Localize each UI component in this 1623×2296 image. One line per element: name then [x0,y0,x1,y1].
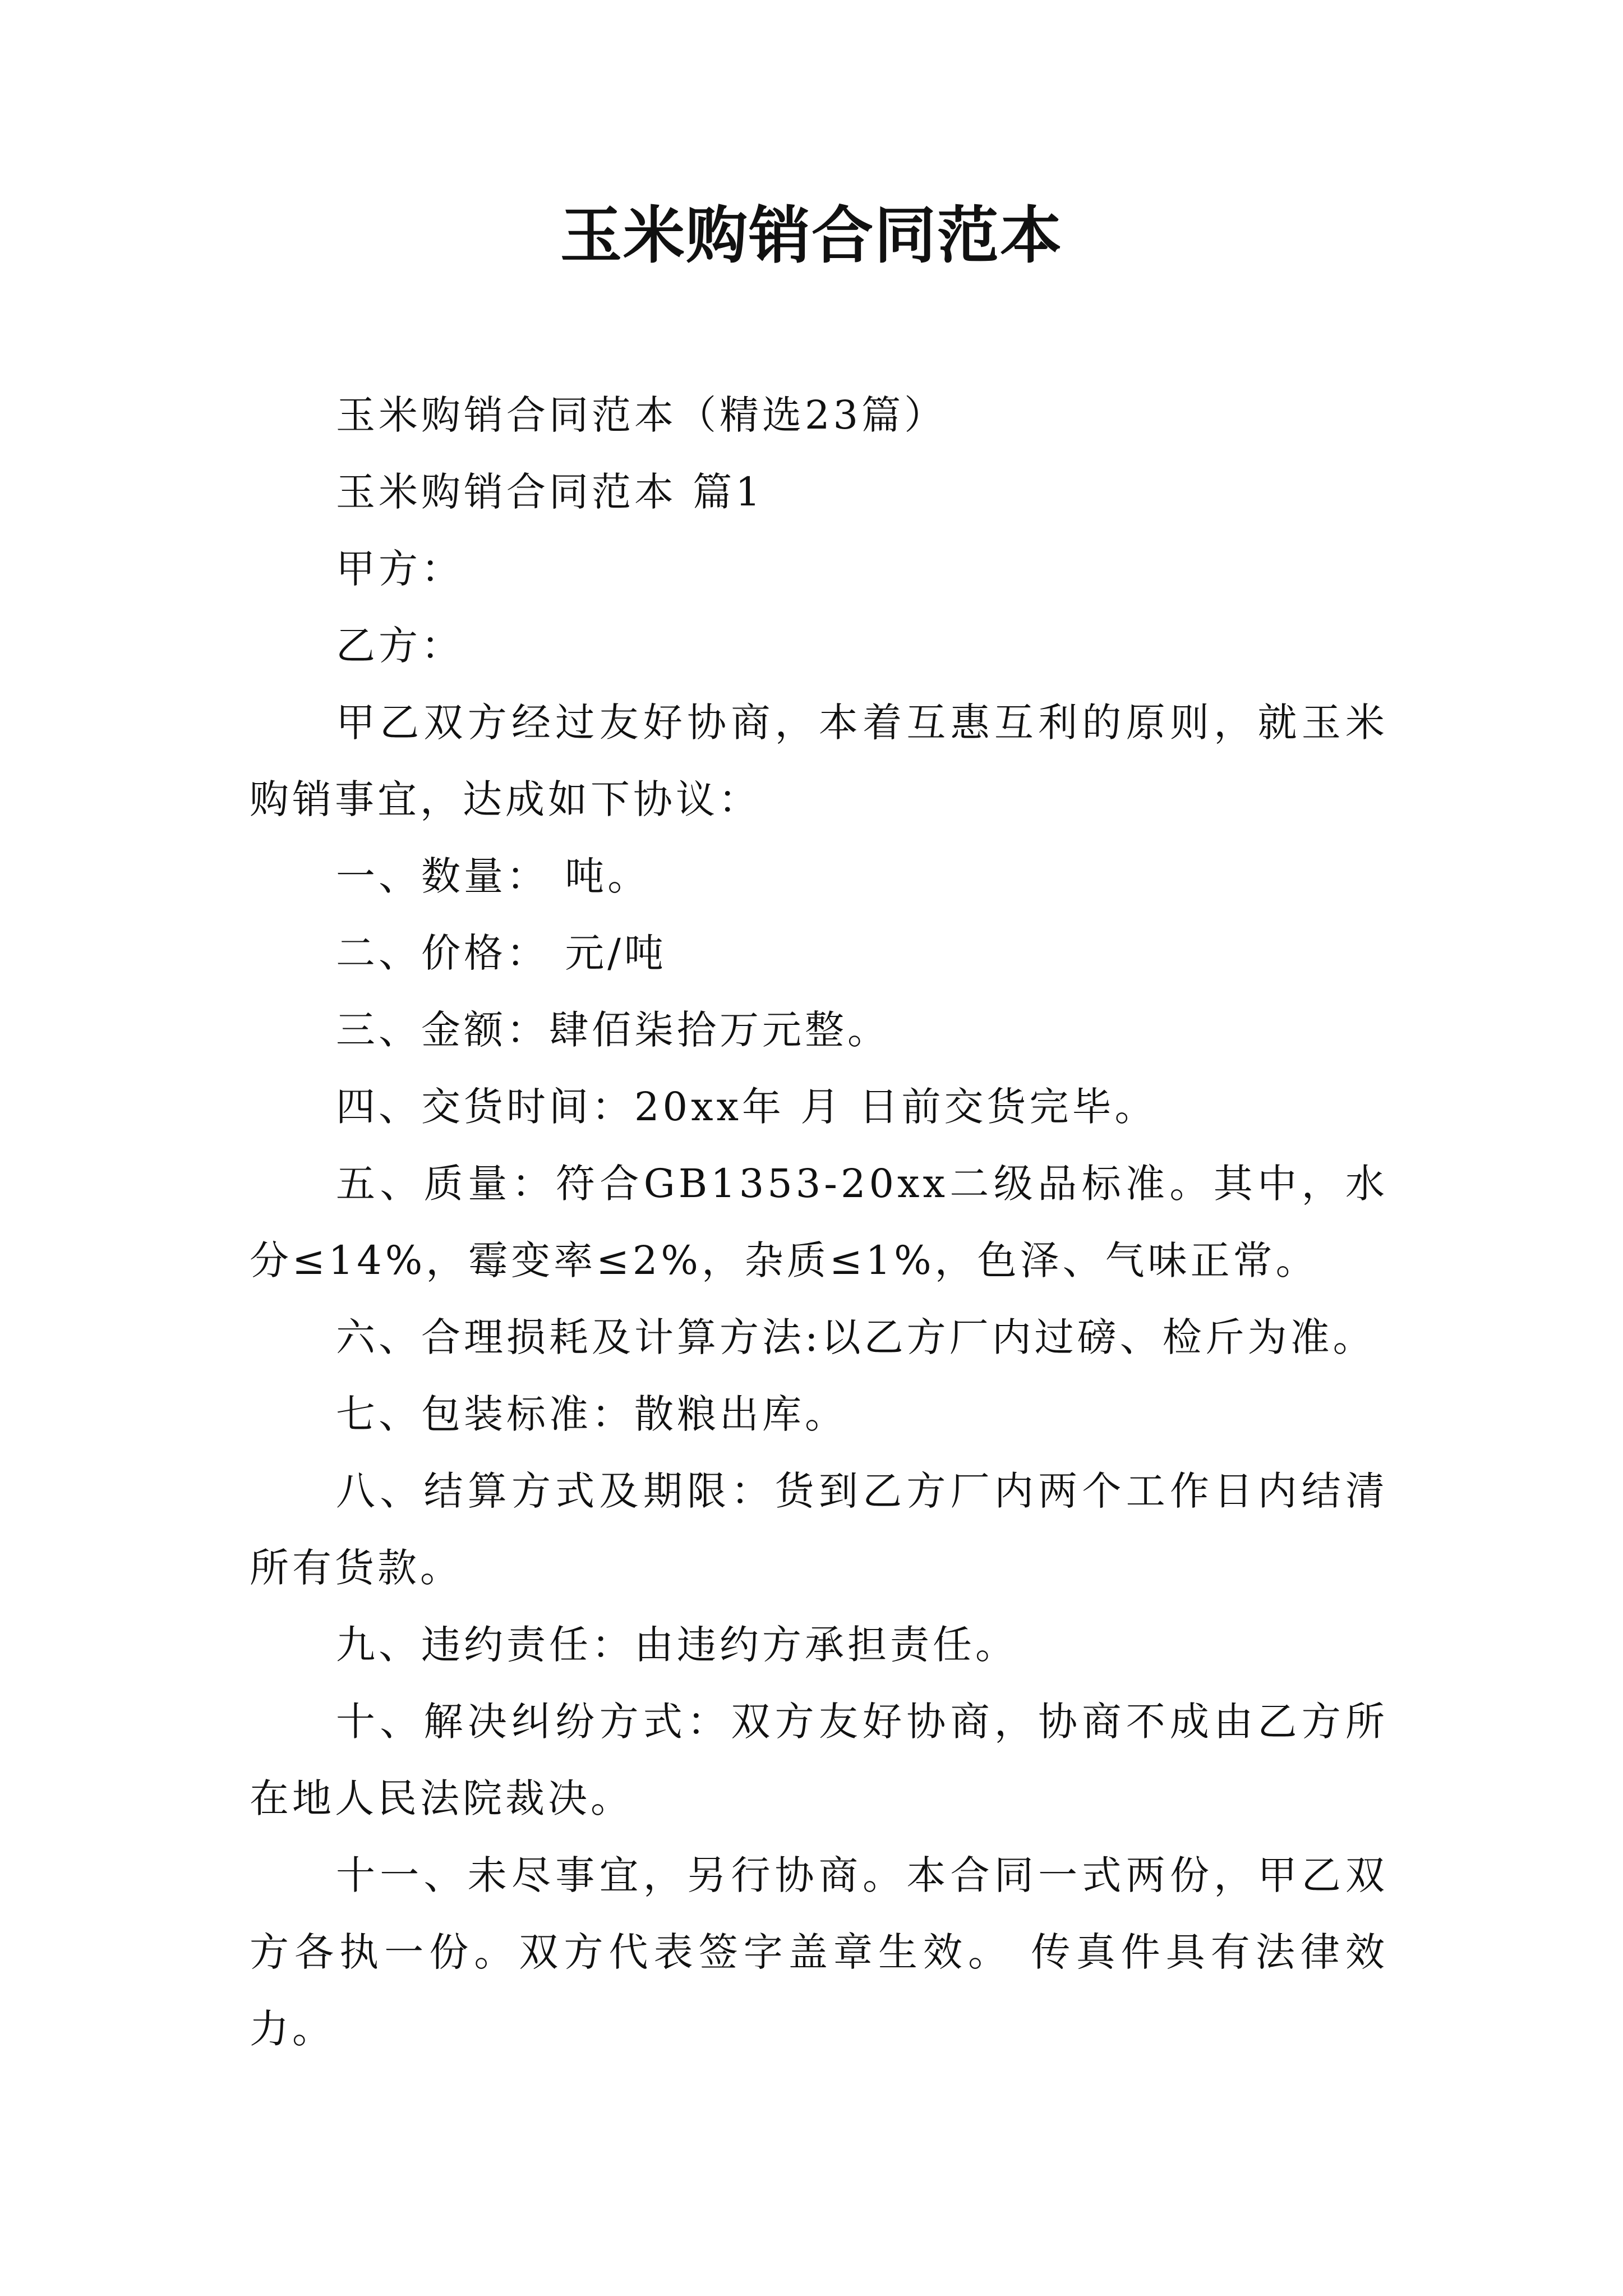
clause-quantity: 一、数量： 吨。 [336,853,651,899]
clause-other-matters: 十一、未尽事宜，另行协商。本合同一式两份，甲乙双方各执一份。双方代表签字盖章生效。 传真件具有法律效力。 [250,1852,1388,2052]
paragraph-party-a: 甲方： [336,546,464,592]
clause-delivery-time: 四、交货时间：20xx年 月 日前交货完毕。 [336,1084,1158,1130]
paragraph-party-b: 乙方： [336,623,464,669]
clause-packaging: 七、包装标准：散粮出库。 [336,1391,847,1437]
clause-liability: 九、违约责任：由违约方承担责任。 [336,1622,1018,1668]
document-body [250,377,1388,2068]
document-title: 玉米购销合同范本 [560,199,1063,272]
clause-settlement: 八、结算方式及期限：货到乙方厂内两个工作日内结清所有货款。 [250,1468,1388,1591]
paragraph-preamble: 甲乙双方经过友好协商，本着互惠互利的原则，就玉米购销事宜，达成如下协议： [250,700,1388,822]
paragraph-subtitle: 玉米购销合同范本（精选23篇） [336,392,947,438]
clause-dispute: 十、解决纠纷方式：双方友好协商，协商不成由乙方所在地人民法院裁决。 [250,1699,1388,1821]
clause-loss-calculation: 六、合理损耗及计算方法:以乙方厂内过磅、检斤为准。 [336,1314,1376,1360]
clause-quality: 五、质量：符合GB1353-20xx二级品标准。其中，水分≤14%，霉变率≤2%，杂质≤1%，色泽、气味正常。 [250,1161,1388,1283]
clause-price: 二、价格： 元/吨 [336,930,667,976]
paragraph-section-heading: 玉米购销合同范本 篇1 [336,469,764,515]
clause-amount: 三、金额：肆佰柒拾万元整。 [336,1007,890,1053]
